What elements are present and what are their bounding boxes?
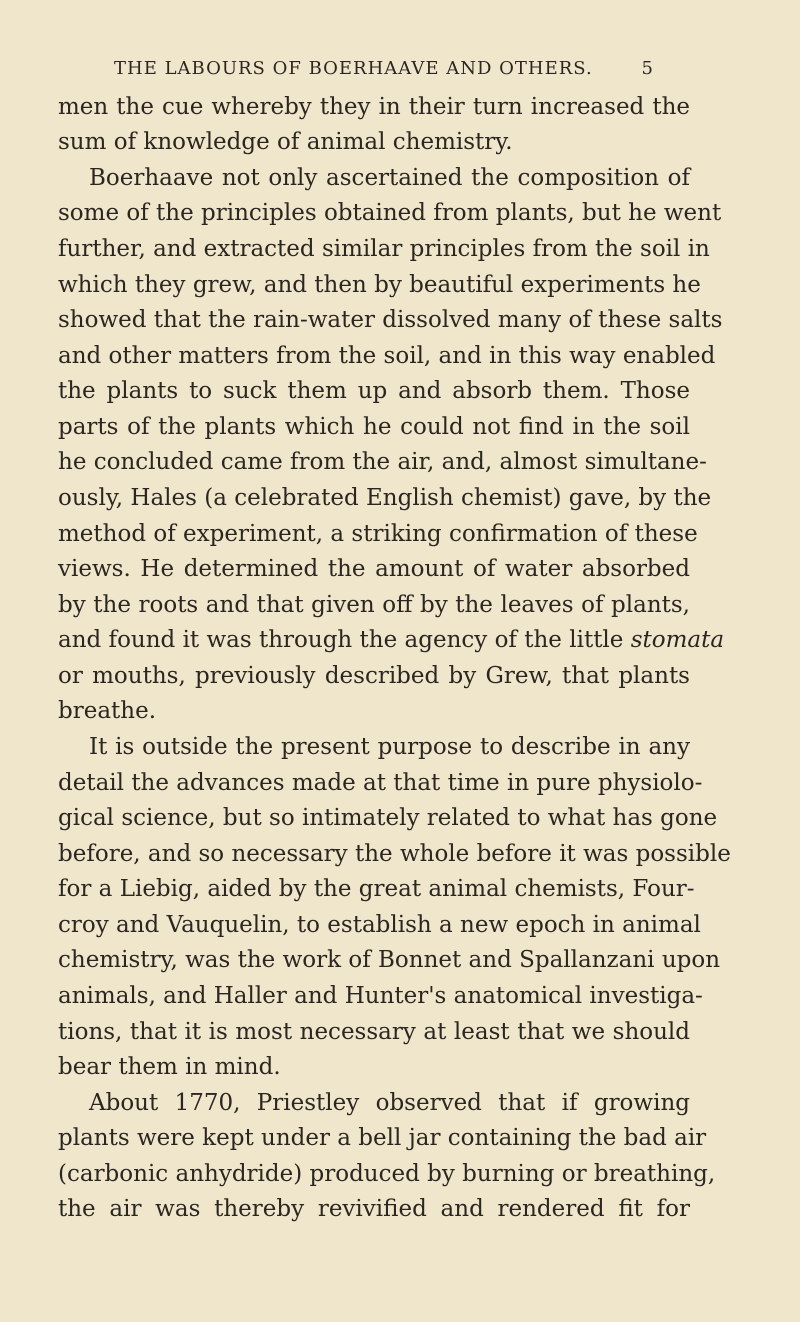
text-line-24: croy and Vauquelin, to establish a new epoch in animal xyxy=(58,912,701,938)
text-line-12: ously, Hales (a celebrated English chemist) gave, by the xyxy=(58,485,712,511)
text-line-9: the plants to suck them up and absorb them. Those xyxy=(58,378,690,404)
text-line-27: tions, that it is most necessary at least that we should xyxy=(58,1019,690,1045)
text-line-18: breathe. xyxy=(58,698,157,724)
text-line-22: before, and so necessary the whole before it was possible xyxy=(58,841,731,867)
text-line-17: or mouths, previously described by Grew, that plants xyxy=(58,663,690,689)
text-line-32: the air was thereby revivified and rendered fit for xyxy=(58,1196,690,1222)
text-line-11: he concluded came from the air, and, almost simultane- xyxy=(58,449,707,475)
text-line-1: men the cue whereby they in their turn increased the xyxy=(58,94,690,120)
text-line-2: sum of knowledge of animal chemistry. xyxy=(58,129,513,155)
text-line-7: showed that the rain-water dissolved many of these salts xyxy=(58,307,723,333)
text-line-19: It is outside the present purpose to describe in any xyxy=(89,734,690,760)
text-line-28: bear them in mind. xyxy=(58,1054,281,1080)
text-line-16 xyxy=(58,625,725,655)
text-line-4: some of the principles obtained from plants, but he went xyxy=(58,200,722,226)
text-line-31: (carbonic anhydride) produced by burning or breathing, xyxy=(58,1161,716,1187)
text-line-20: detail the advances made at that time in pure physiolo- xyxy=(58,770,703,796)
text-line-23: for a Liebig, aided by the great animal chemists, Four- xyxy=(58,876,695,902)
text-line-29: About 1770, Priestley observed that if growing xyxy=(89,1090,690,1116)
text-line-30: plants were kept under a bell jar containing the bad air xyxy=(58,1125,707,1151)
running-head-title: THE LABOURS OF BOERHAAVE AND OTHERS. xyxy=(114,58,593,79)
text-line-3: Boerhaave not only ascertained the composition of xyxy=(89,165,690,191)
text-line-25: chemistry, was the work of Bonnet and Spallanzani upon xyxy=(58,947,721,973)
text-line-16-roman: and found it was through the agency of the little xyxy=(58,627,631,653)
text-line-14: views. He determined the amount of water absorbed xyxy=(58,556,690,582)
text-line-10: parts of the plants which he could not find in the soil xyxy=(58,414,690,440)
text-line-13: method of experiment, a striking confirmation of these xyxy=(58,521,698,547)
text-line-6: which they grew, and then by beautiful experiments he xyxy=(58,272,701,298)
text-line-26: animals, and Haller and Hunter's anatomical investiga- xyxy=(58,983,703,1009)
text-line-21: gical science, but so intimately related to what has gone xyxy=(58,805,718,831)
text-line-15: by the roots and that given off by the leaves of plants, xyxy=(58,592,690,618)
page-number: 5 xyxy=(641,58,654,79)
italic-term-stomata: stomata xyxy=(630,627,725,653)
text-line-8: and other matters from the soil, and in this way enabled xyxy=(58,343,716,369)
text-line-5: further, and extracted similar principles from the soil in xyxy=(58,236,710,262)
